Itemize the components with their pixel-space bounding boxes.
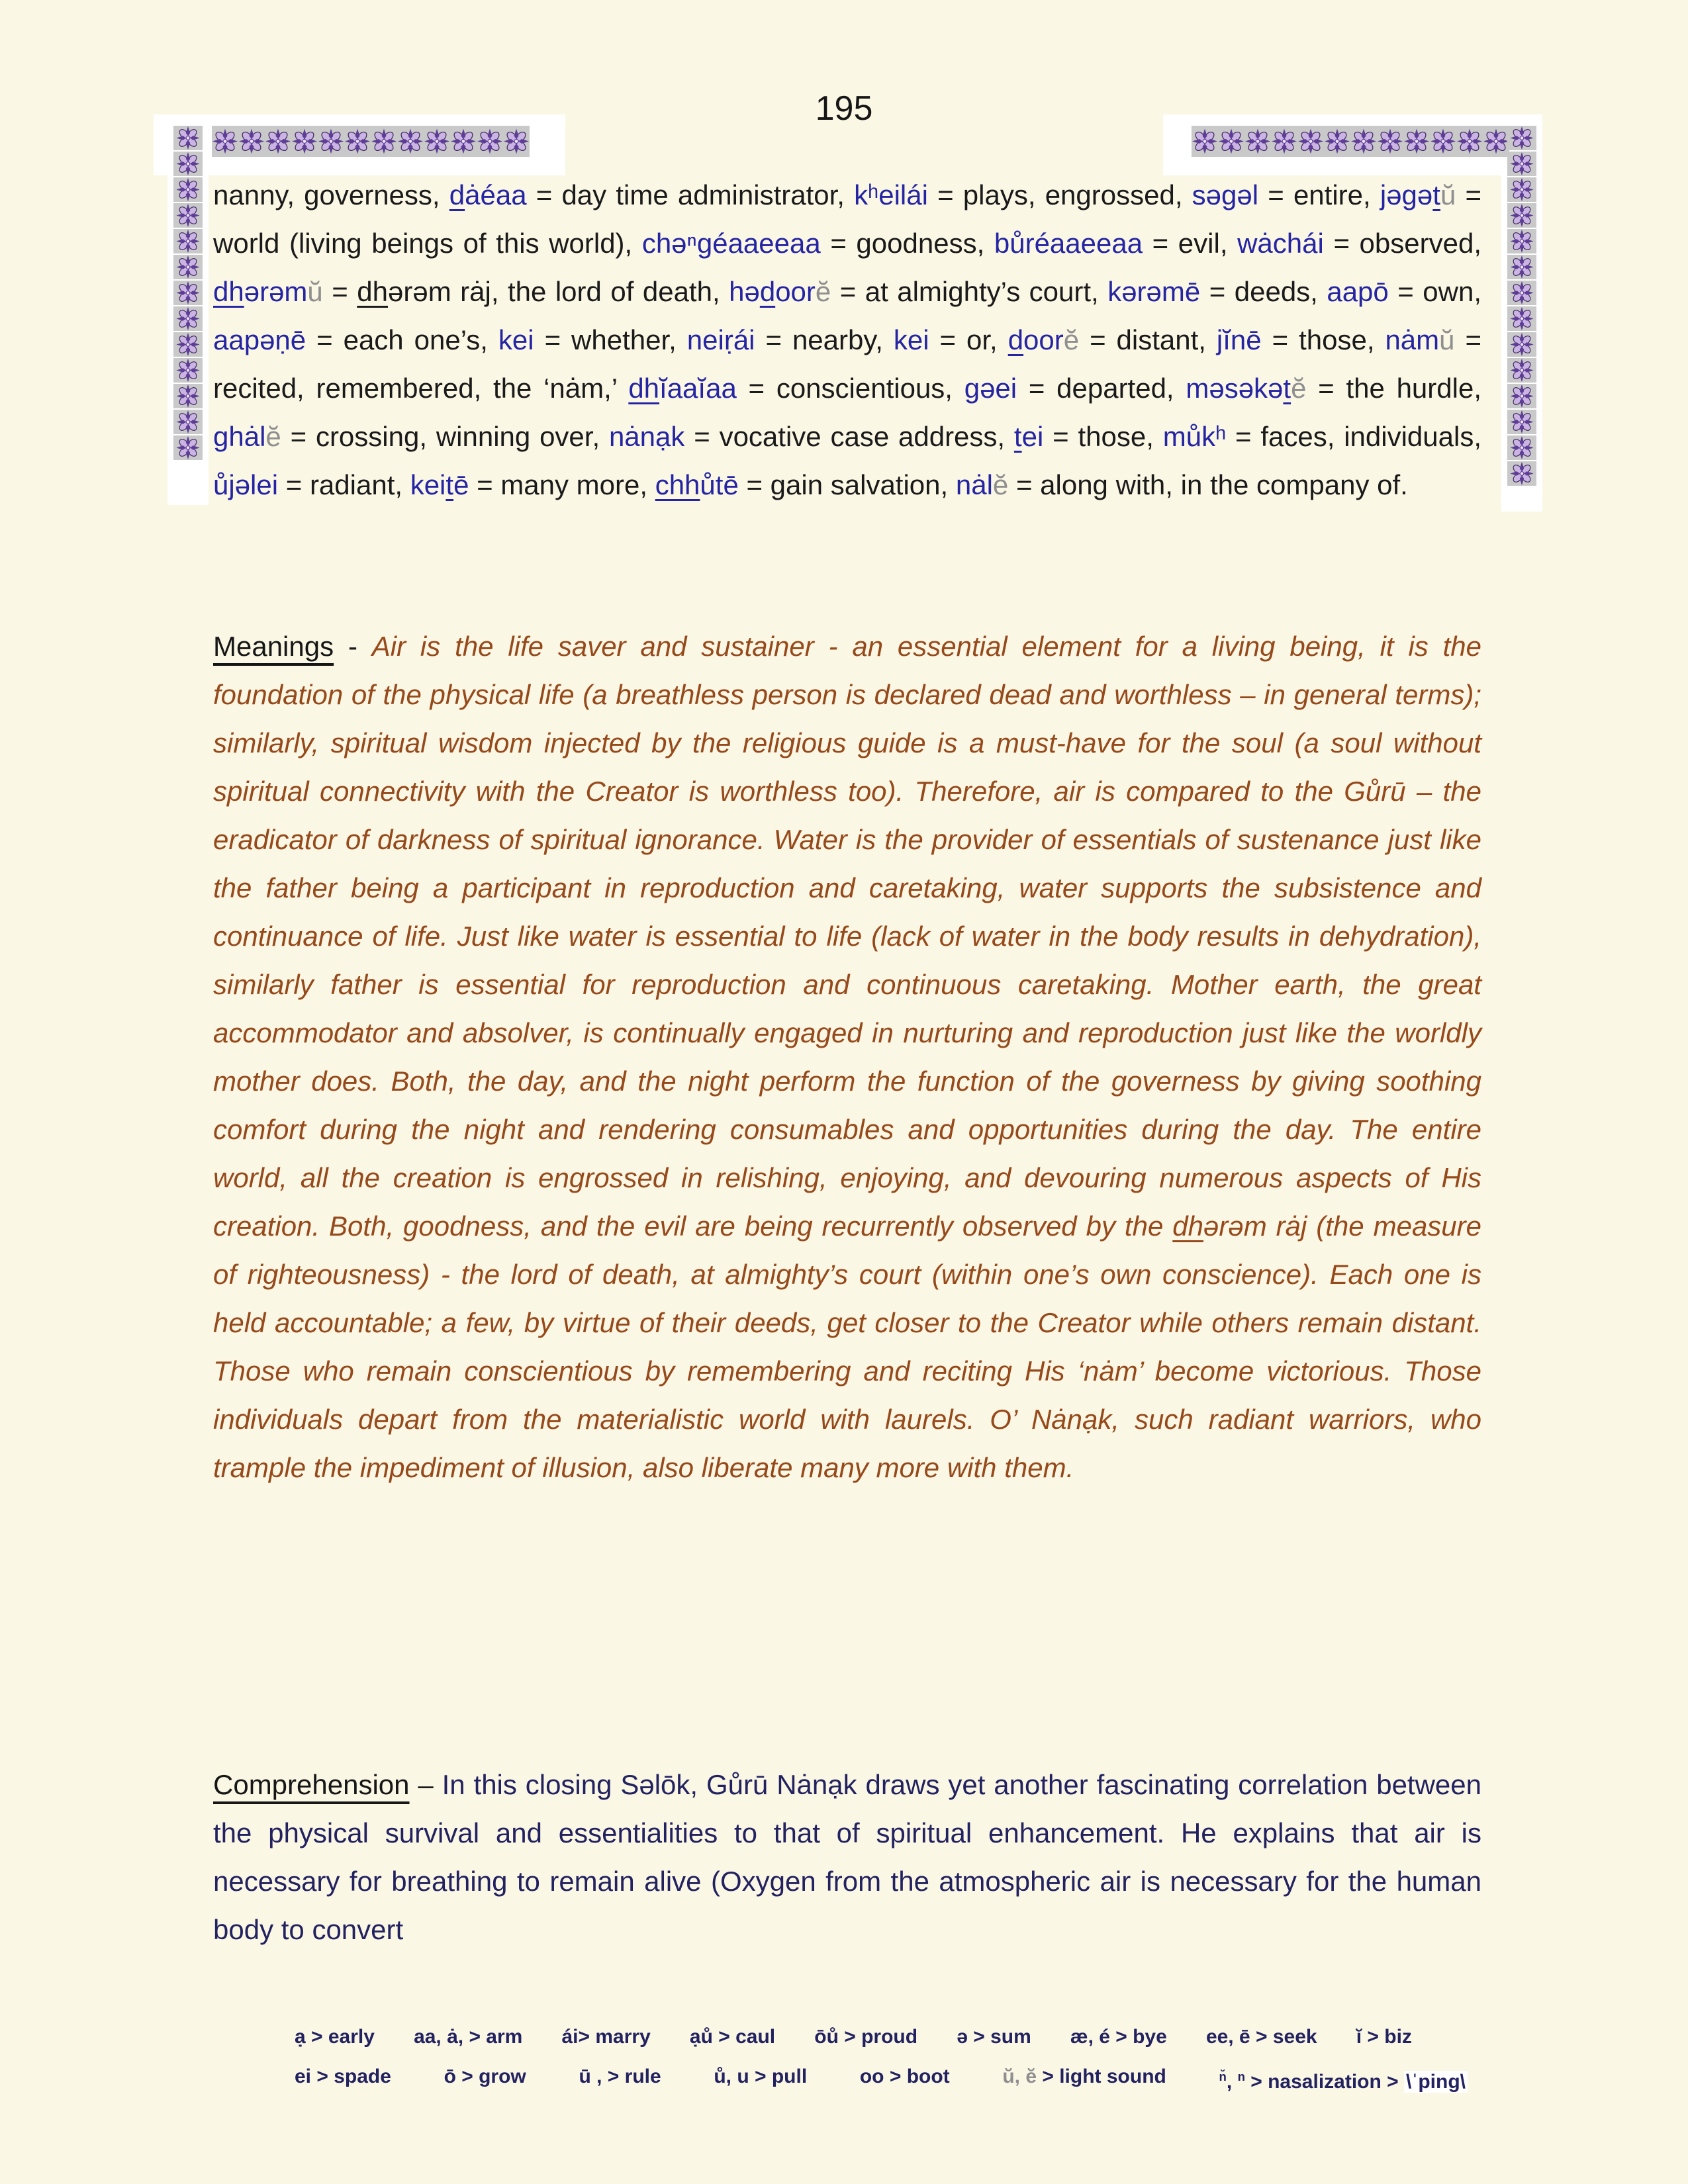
pronunciation-item (295, 2024, 375, 2050)
flower-icon (1483, 126, 1509, 157)
text-segment: ái> marry (561, 2026, 651, 2048)
text-segment: hə (729, 276, 760, 307)
flower-icon (173, 177, 203, 202)
text-segment: ĕ (815, 276, 831, 307)
flower-icon (1377, 126, 1403, 157)
flower-border-left (173, 126, 203, 460)
text-segment: səgəl (1192, 179, 1259, 210)
flower-icon (1244, 126, 1271, 157)
flower-icon (1456, 126, 1483, 157)
text-segment: ŭ (1440, 179, 1456, 210)
text-segment: nanny, governess, (213, 179, 449, 210)
flower-icon (173, 126, 203, 150)
text-segment: = world (living beings of this world), (213, 179, 1481, 259)
text-segment: - (334, 631, 372, 662)
comprehension-paragraph (213, 1760, 1481, 1954)
text-segment: ĕ (1063, 324, 1080, 355)
text-segment: nȧl (955, 469, 993, 500)
text-segment: = observed, (1323, 228, 1482, 259)
flower-icon (173, 229, 203, 253)
text-segment: = those, (1261, 324, 1385, 355)
text-segment: nȧnạk (608, 421, 685, 452)
pronunciation-item (1070, 2024, 1167, 2050)
text-segment: ōů > proud (814, 2026, 918, 2048)
pronunciation-item (1219, 2064, 1468, 2095)
text-segment: = faces, individuals, (1226, 421, 1482, 452)
text-segment: ạ > early (295, 2026, 375, 2048)
text-segment: = gain salvation, (738, 469, 956, 500)
text-segment: ạů > caul (689, 2026, 776, 2048)
flower-icon (1430, 126, 1456, 157)
text-segment: chh (655, 469, 700, 500)
flower-icon (173, 306, 203, 331)
text-segment: ei (1021, 421, 1044, 452)
text-segment: oor (1023, 324, 1064, 355)
flower-icon (1507, 435, 1536, 460)
text-segment: aa, ȧ, > arm (414, 2026, 523, 2048)
flower-icon (173, 281, 203, 305)
flower-border-top-right (1192, 126, 1509, 157)
text-segment: ůjəlei (213, 469, 279, 500)
flower-icon (1507, 358, 1536, 383)
text-segment: kʰeilái (854, 179, 928, 210)
flower-icon (1507, 126, 1536, 150)
text-segment: = each one’s, (306, 324, 498, 355)
flower-icon (450, 126, 477, 157)
text-segment: = vocative case address, (684, 421, 1014, 452)
flower-icon (1403, 126, 1430, 157)
text-segment: ē (453, 469, 469, 500)
text-segment: = departed, (1017, 373, 1186, 404)
text-segment: d (1008, 324, 1024, 355)
text-segment: = the hurdle, (1306, 373, 1481, 404)
text-segment: dh (1172, 1210, 1203, 1242)
flower-icon (1507, 152, 1536, 176)
flower-icon (1324, 126, 1350, 157)
flower-icon (503, 126, 530, 157)
pronunciation-item (561, 2024, 650, 2050)
text-segment: d (759, 276, 776, 307)
flower-icon (1507, 177, 1536, 202)
flower-icon (1507, 332, 1536, 357)
flower-icon (1350, 126, 1377, 157)
pronunciation-item (414, 2024, 522, 2050)
pronunciation-item (860, 2064, 950, 2095)
text-segment: chəⁿgéaaeeaa (641, 228, 821, 259)
text-segment: > light sound (1037, 2066, 1166, 2087)
text-segment: t (1283, 373, 1291, 404)
text-segment: ərəm rȧj, the lord of death, (387, 276, 729, 307)
flower-border-right (1507, 126, 1536, 486)
flower-icon (1507, 203, 1536, 228)
pronunciation-item (1002, 2064, 1166, 2095)
text-segment: ĕ (992, 469, 1009, 500)
text-segment: \ˈping\ (1404, 2071, 1468, 2093)
text-segment: kei (410, 469, 446, 500)
flower-icon (265, 126, 291, 157)
text-segment: = whether, (534, 324, 687, 355)
text-segment: = recited, remembered, the ‘nȧm,’ (213, 324, 1481, 404)
text-segment: = conscientious, (736, 373, 964, 404)
text-segment: dh (357, 276, 388, 307)
flower-border-top-left (212, 126, 530, 157)
word-definitions-paragraph (213, 171, 1481, 509)
text-segment: t (1013, 421, 1022, 452)
text-segment: wȧchái (1237, 228, 1324, 259)
meanings-heading: Meanings (213, 631, 334, 662)
pronunciation-item (690, 2024, 775, 2050)
flower-icon (173, 203, 203, 228)
text-segment: gəei (964, 373, 1017, 404)
pronunciation-item (814, 2024, 917, 2050)
text-segment: = or, (929, 324, 1008, 355)
text-segment: můkʰ (1162, 421, 1227, 452)
flower-icon (344, 126, 371, 157)
text-segment: = crossing, winning over, (281, 421, 609, 452)
text-segment: ei > spade (295, 2066, 391, 2087)
text-segment: oo > boot (859, 2066, 950, 2087)
flower-icon (1507, 306, 1536, 331)
text-segment: jĭnē (1216, 324, 1262, 355)
flower-icon (424, 126, 450, 157)
flower-icon (371, 126, 397, 157)
text-segment: ū , > rule (579, 2066, 661, 2087)
flower-icon (1507, 255, 1536, 279)
pronunciation-item (714, 2064, 807, 2095)
flower-icon (1192, 126, 1218, 157)
text-segment: = entire, (1258, 179, 1380, 210)
text-segment: oor (775, 276, 816, 307)
text-segment: = evil, (1143, 228, 1238, 259)
pronunciation-item (957, 2024, 1031, 2050)
text-segment: = own, (1388, 276, 1481, 307)
flower-icon (173, 255, 203, 279)
text-segment: = at almighty’s court, (831, 276, 1108, 307)
text-segment: nȧm (1385, 324, 1440, 355)
text-segment: ȧéaa (465, 179, 527, 210)
text-segment: = many more, (469, 469, 655, 500)
pronunciation-guide-row-2 (295, 2064, 1468, 2095)
flower-icon (397, 126, 424, 157)
text-segment: neiṛái (686, 324, 755, 355)
flower-icon (173, 358, 203, 383)
text-segment: Air is the life saver and sustainer - an essential element for a living being, it is the foundation of the physical life (a breathless person is declared dead and worthless – in general terms); similarly, spiritual wisdom injected by the religious guide is a must-have for the soul (a soul without spiritual connectivity with the Creator is worthless too). Therefore, air is compared to the Gůrū – the eradicator of darkness of spiritual ignorance. Water is the provider of essentials of sustenance just like the father being a participant in reproduction and caretaking, water supports the subsistence and continuance of life. Just like water is essential to life (lack of water in the body results in dehydration), similarly father is essential for reproduction and continuous caretaking. Mother earth, the great accommodator and absolver, is continually engaged in nurturing and reproduction just like the worldly mother does. Both, the day, and the night perform the function of the governess by giving soothing comfort during the night and rendering consumables and opportunities during the day. The entire world, all the creation is engrossed in relishing, enjoying, and devouring numerous aspects of His creation. Both, goodness, and the evil are being recurrently observed by the (213, 631, 1481, 1242)
flower-icon (173, 410, 203, 434)
meanings-paragraph (213, 622, 1481, 1492)
flower-icon (173, 435, 203, 460)
text-segment: ŭ (307, 276, 323, 307)
text-segment: = goodness, (820, 228, 994, 259)
text-segment: ərəm (244, 276, 308, 307)
text-segment: kei (498, 324, 534, 355)
flower-icon (1507, 281, 1536, 305)
flower-icon (291, 126, 318, 157)
pronunciation-item (579, 2064, 661, 2095)
flower-icon (212, 126, 238, 157)
text-segment: ů, u > pull (714, 2066, 808, 2087)
text-segment: ĭ > biz (1356, 2026, 1412, 2048)
text-segment: kei (893, 324, 929, 355)
comprehension-heading: Comprehension (213, 1769, 410, 1800)
text-segment: = those, (1043, 421, 1163, 452)
flower-icon (173, 152, 203, 176)
text-segment: dh (628, 373, 660, 404)
text-segment: d (449, 179, 465, 210)
flower-icon (1507, 461, 1536, 486)
text-segment: ee, ē > seek (1205, 2026, 1317, 2048)
text-segment: aapō (1327, 276, 1389, 307)
text-segment: ĭaaĭaa (659, 373, 737, 404)
text-segment: dh (213, 276, 244, 307)
text-segment: = plays, engrossed, (927, 179, 1192, 210)
text-segment: – (409, 1769, 442, 1800)
text-segment: ĕ (1291, 373, 1307, 404)
pronunciation-item (1356, 2024, 1412, 2050)
flower-icon (1297, 126, 1324, 157)
pronunciation-item (295, 2064, 391, 2095)
text-segment: > nasalization > (1244, 2071, 1405, 2093)
text-segment: t (1432, 179, 1440, 210)
flower-icon (1218, 126, 1244, 157)
text-segment: ĕ (265, 421, 281, 452)
text-segment: , (1226, 2071, 1238, 2093)
text-segment: = (322, 276, 357, 307)
text-segment: ŭ, ĕ (1002, 2066, 1037, 2087)
pronunciation-item (1206, 2024, 1317, 2050)
text-segment: = nearby, (755, 324, 894, 355)
text-segment: n̆ (1219, 2070, 1227, 2083)
text-segment: jəgə (1380, 179, 1433, 210)
flower-icon (238, 126, 265, 157)
page-number: 195 (815, 89, 873, 128)
text-segment: ō > grow (444, 2066, 526, 2087)
text-segment: kərəmē (1107, 276, 1201, 307)
text-segment: = day time administrator, (526, 179, 855, 210)
text-segment: məsəkə (1186, 373, 1284, 404)
text-segment: aapəṇē (213, 324, 306, 355)
text-segment: = along with, in the company of. (1008, 469, 1408, 500)
flower-icon (173, 332, 203, 357)
flower-icon (1507, 229, 1536, 253)
flower-icon (1507, 410, 1536, 434)
text-segment: ərəm rȧj (the measure of righteousness) - the lord of death, at almighty’s court (within one’s own conscience). Each one is held accountable; a few, by virtue of their deeds, get closer to the Creator while others remain distant. Those who remain conscientious by remembering and reciting His ‘nȧm’ become victorious. Those individuals depart from the materialistic world with laurels. O’ Nȧnạk, such radiant warriors, who trample the impediment of illusion, also liberate many more with them. (213, 1210, 1482, 1483)
text-segment: ůtē (700, 469, 739, 500)
text-segment: In this closing Səlōk, Gůrū Nȧnạk draws yet another fascinating correlation between the physical survival and essentialities to that of spiritual enhancement. He explains that air is necessary for breathing to remain alive (Oxygen from the atmospheric air is necessary for the human body to convert (213, 1769, 1481, 1945)
text-segment: = deeds, (1200, 276, 1327, 307)
flower-icon (477, 126, 503, 157)
flower-icon (1271, 126, 1297, 157)
flower-icon (318, 126, 344, 157)
text-segment: ə > sum (957, 2026, 1031, 2048)
text-segment: ŭ (1439, 324, 1455, 355)
pronunciation-guide-row-1 (295, 2024, 1412, 2050)
pronunciation-item (444, 2064, 526, 2095)
text-segment: æ, é > bye (1070, 2026, 1167, 2048)
text-segment: = radiant, (278, 469, 410, 500)
text-segment: ghȧl (213, 421, 266, 452)
text-segment: = distant, (1079, 324, 1217, 355)
text-segment: n (1237, 2070, 1245, 2083)
flower-icon (1507, 384, 1536, 408)
flower-icon (173, 384, 203, 408)
text-segment: bůréaaeeaa (994, 228, 1143, 259)
text-segment: t (445, 469, 454, 500)
